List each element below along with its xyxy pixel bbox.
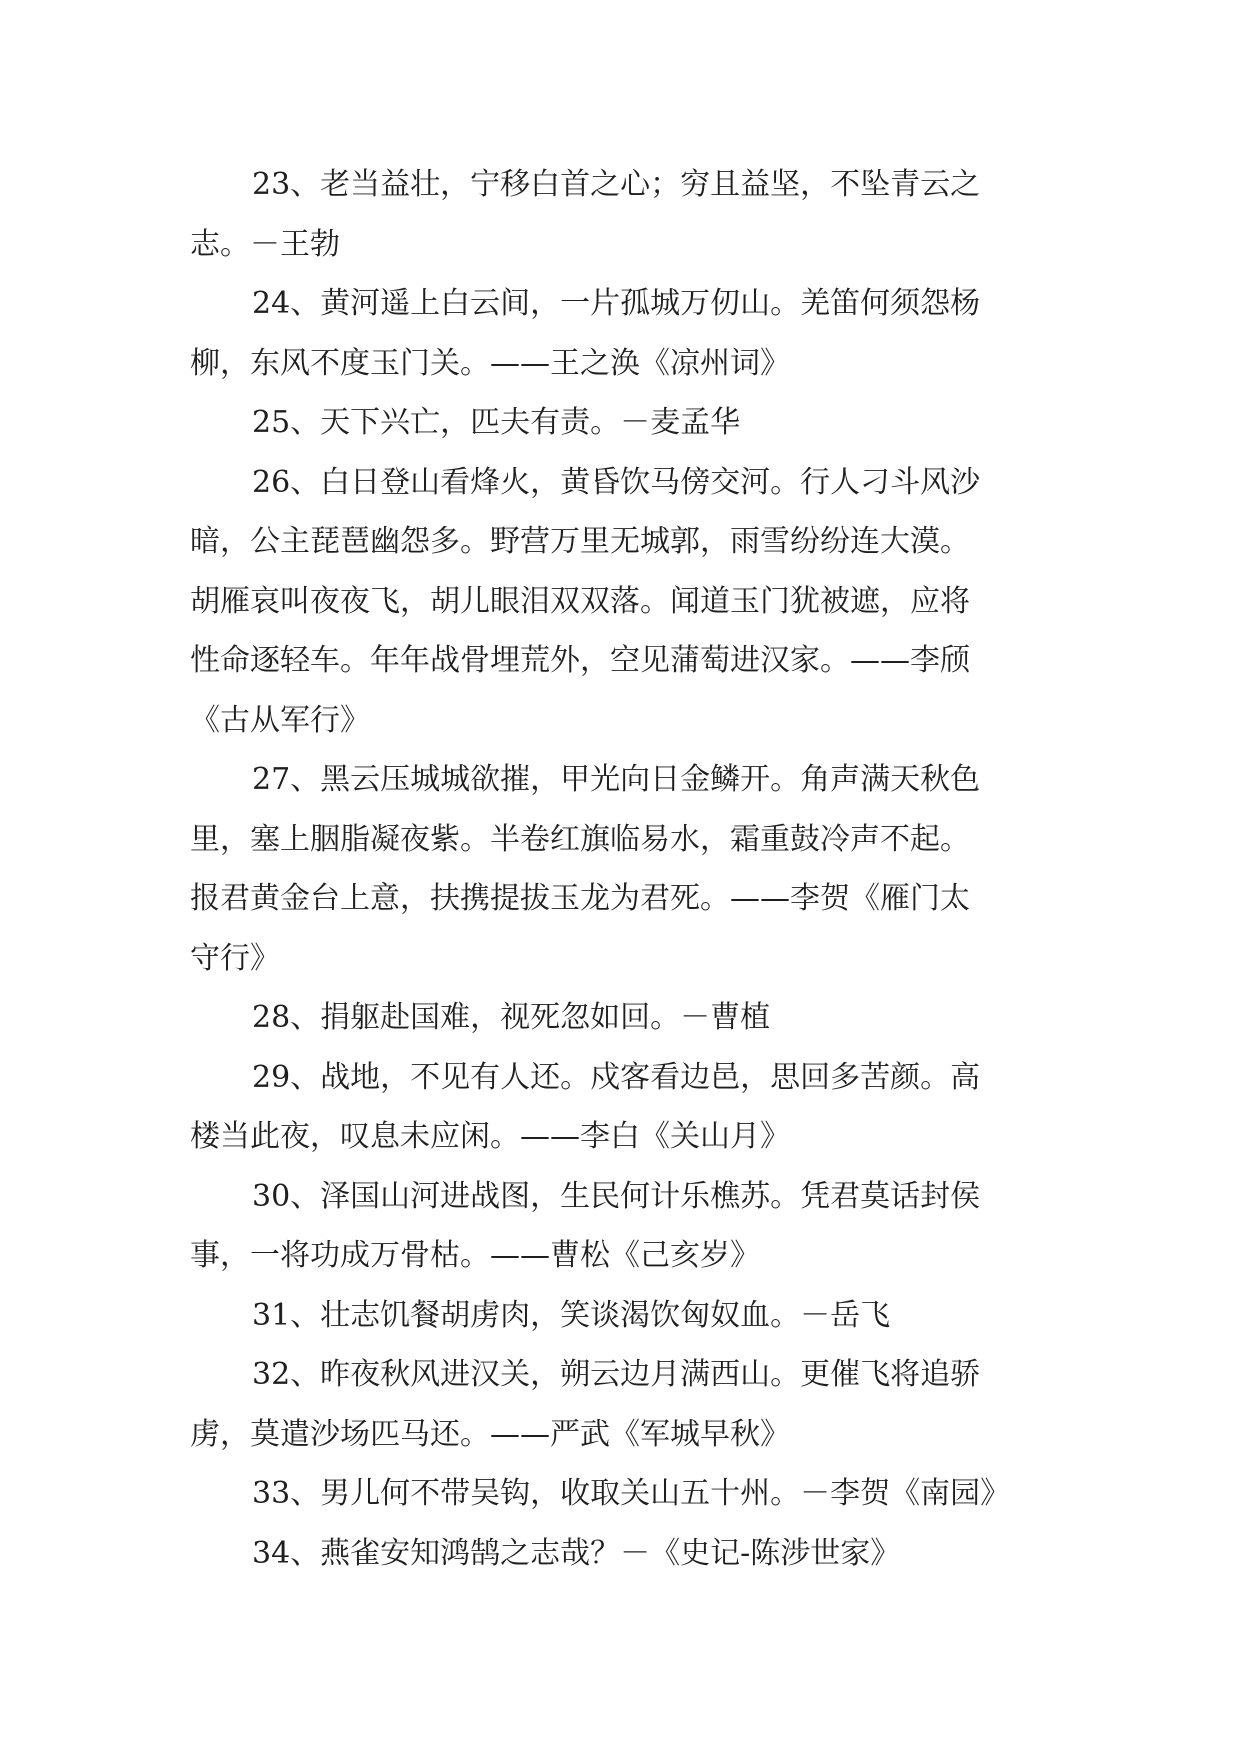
- quote-line-continuation: 报君黄金台上意，扶携提拔玉龙为君死。——李贺《雁门太: [190, 881, 970, 916]
- quote-line-first: 23、老当益壮，宁移白首之心；穷且益坚，不坠青云之: [252, 167, 981, 202]
- quote-line-first: 25、天下兴亡，匹夫有责。－麦孟华: [252, 405, 741, 440]
- quote-line-continuation: 里，塞上胭脂凝夜紫。半卷红旗临易水，霜重鼓冷声不起。: [190, 821, 970, 857]
- quote-line-continuation: 《古从军行》: [190, 702, 370, 738]
- quote-line-continuation: 虏，莫遣沙场匹马还。——严武《军城早秋》: [190, 1416, 790, 1452]
- quote-line-continuation: 暗，公主琵琶幽怨多。野营万里无城郭，雨雪纷纷连大漠。: [190, 524, 970, 559]
- quote-line-first: 33、男儿何不带吴钩，收取关山五十州。－李贺《南园》: [252, 1476, 1011, 1511]
- quote-line-continuation: 事，一将功成万骨枯。——曹松《己亥岁》: [190, 1238, 760, 1273]
- quote-line-first: 27、黑云压城城欲摧，甲光向日金鳞开。角声满天秋色: [252, 762, 981, 797]
- quote-line-continuation: 性命逐轻车。年年战骨埋荒外，空见蒲萄进汉家。——李颀: [190, 643, 970, 678]
- document-body: [190, 155, 1055, 1583]
- quote-line-first: 26、白日登山看烽火，黄昏饮马傍交河。行人刁斗风沙: [252, 464, 981, 500]
- quote-line-continuation: 柳，东风不度玉门关。——王之涣《凉州词》: [190, 345, 790, 381]
- quote-line-continuation: 守行》: [190, 940, 280, 976]
- quote-line-continuation: 楼当此夜，叹息未应闲。——李白《关山月》: [190, 1119, 790, 1154]
- quote-line-first: 24、黄河遥上白云间，一片孤城万仞山。羌笛何须怨杨: [252, 286, 981, 321]
- quote-line-continuation: 胡雁哀叫夜夜飞，胡儿眼泪双双落。闻道玉门犹被遮，应将: [190, 583, 970, 619]
- quote-line-first: 31、壮志饥餐胡虏肉，笑谈渴饮匈奴血。－岳飞: [252, 1297, 891, 1333]
- quote-line-first: 30、泽国山河进战图，生民何计乐樵苏。凭君莫话封侯: [252, 1178, 981, 1214]
- quote-line-first: 28、捐躯赴国难，视死忽如回。－曹植: [252, 1000, 771, 1035]
- quote-line-first: 29、战地，不见有人还。戍客看边邑，思回多苦颜。高: [252, 1059, 981, 1095]
- quote-line-first: 34、燕雀安知鸿鹄之志哉？－《史记-陈涉世家》: [252, 1535, 901, 1571]
- quote-line-first: 32、昨夜秋风进汉关，朔云边月满西山。更催飞将追骄: [252, 1357, 981, 1392]
- quote-line-continuation: 志。－王勃: [190, 226, 340, 262]
